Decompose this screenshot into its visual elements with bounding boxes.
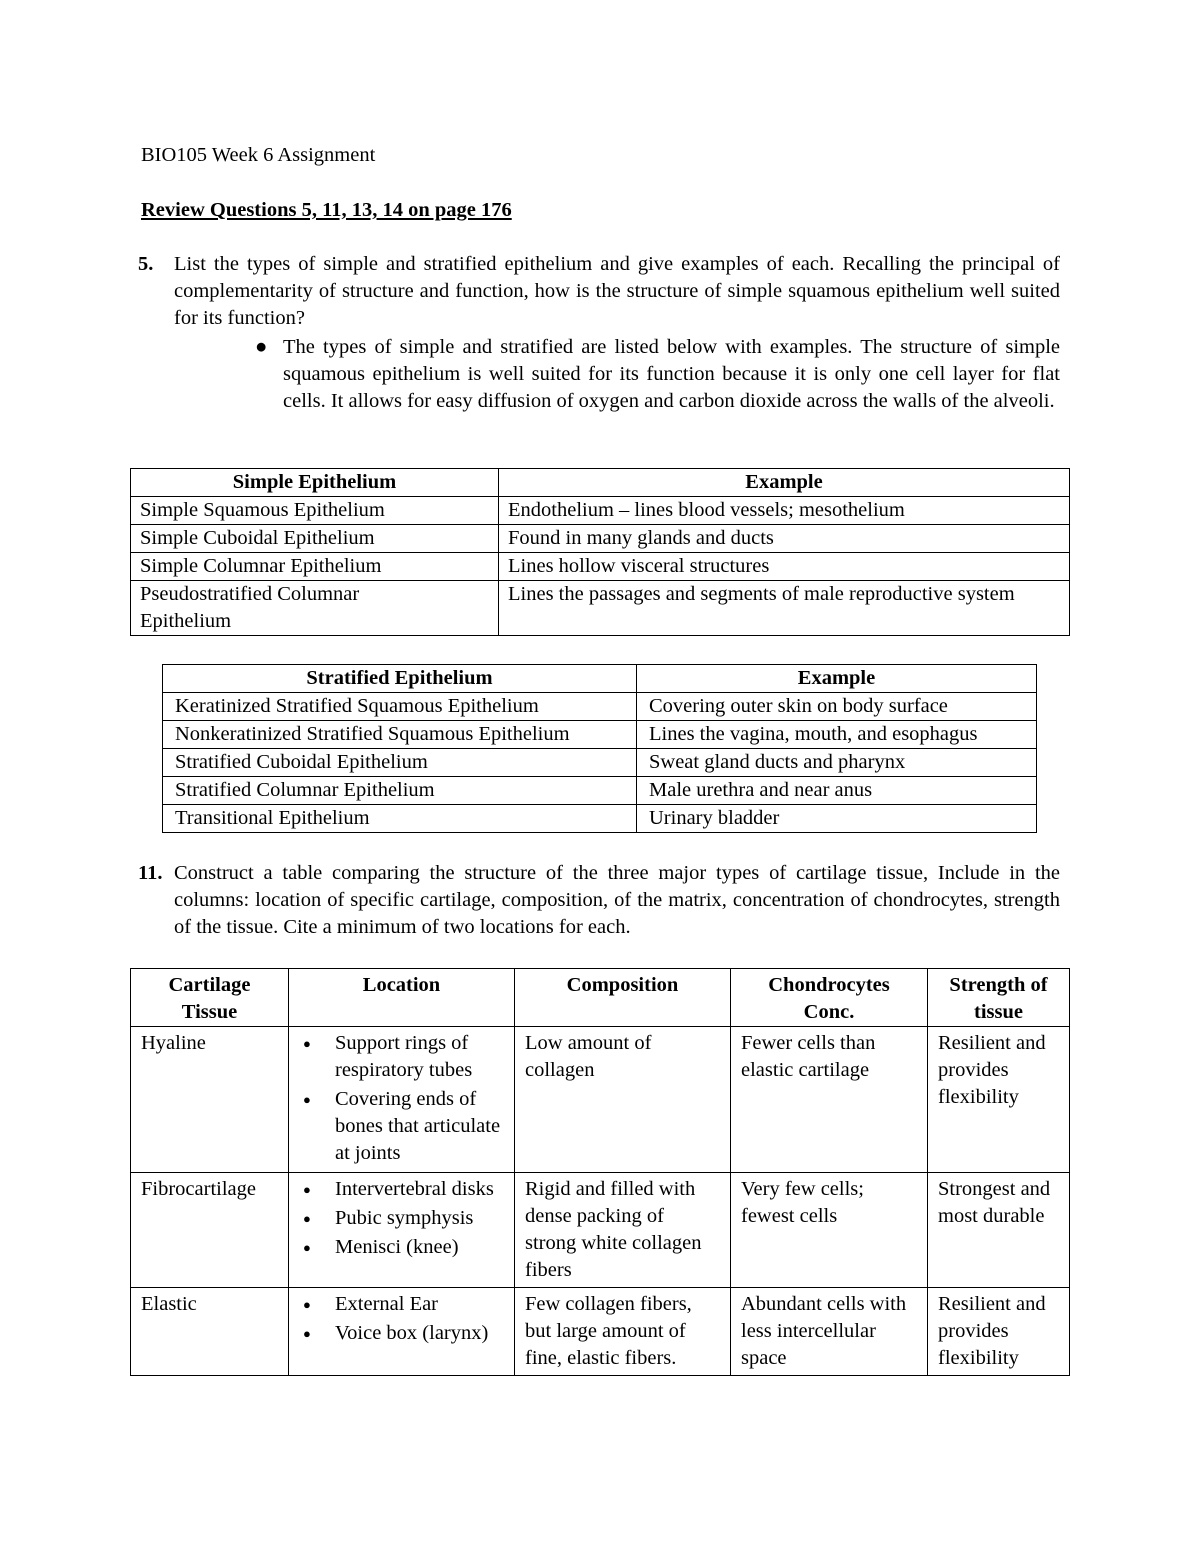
table-cell: Covering outer skin on body surface (637, 693, 1037, 721)
section-heading: Review Questions 5, 11, 13, 14 on page 176 (141, 199, 512, 221)
question-text: Construct a table comparing the structure of the three major types of cartilage tissue, Include in the columns: location of specific cartilage, composition, of the matrix, concentration of chondrocytes, strength of the tissue. Cite a minimum of two locations for each. (174, 862, 1060, 938)
table-cell: Transitional Epithelium (163, 805, 637, 833)
column-header: Location (289, 969, 515, 1027)
table-row (131, 497, 1070, 525)
location-list (299, 1030, 504, 1167)
table-cell: Stratified Columnar Epithelium (163, 777, 637, 805)
table-row (163, 805, 1037, 833)
table-cell: Lines the passages and segments of male reproductive system (499, 581, 1070, 636)
table-row (163, 693, 1037, 721)
question-number: 11. (138, 862, 163, 884)
column-header: Example (637, 665, 1037, 693)
table-cell: Simple Columnar Epithelium (131, 553, 499, 581)
list-item: ● Intervertebral disks (299, 1176, 504, 1203)
strength-cell: Resilient and provides flexibility (928, 1027, 1070, 1173)
location-cell (289, 1173, 515, 1288)
table-cell: Endothelium – lines blood vessels; mesothelium (499, 497, 1070, 525)
cartilage-table (130, 968, 1070, 1376)
composition-cell: Few collagen fibers, but large amount of fine, elastic fibers. (515, 1288, 731, 1376)
table-row (131, 553, 1070, 581)
table-row (163, 777, 1037, 805)
question-11 (138, 860, 1060, 941)
table-cell: Lines the vagina, mouth, and esophagus (637, 721, 1037, 749)
strength-cell: Resilient and provides flexibility (928, 1288, 1070, 1376)
table-cell: Found in many glands and ducts (499, 525, 1070, 553)
list-item: ● Voice box (larynx) (299, 1320, 504, 1347)
table-cell: Male urethra and near anus (637, 777, 1037, 805)
question-5 (138, 251, 1060, 332)
location-cell (289, 1288, 515, 1376)
question-number: 5. (138, 253, 154, 275)
location-list (299, 1291, 504, 1347)
table-cell: Simple Cuboidal Epithelium (131, 525, 499, 553)
table-header-row (163, 665, 1037, 693)
simple-epithelium-table (130, 468, 1070, 636)
tissue-cell: Elastic (131, 1288, 289, 1376)
page-title: BIO105 Week 6 Assignment (141, 144, 376, 166)
list-item: ● Support rings of respiratory tubes (299, 1030, 504, 1084)
table-row (131, 1027, 1070, 1173)
chondrocytes-cell: Fewer cells than elastic cartilage (731, 1027, 928, 1173)
location-list (299, 1176, 504, 1261)
table-row (163, 749, 1037, 777)
table-cell: Lines hollow visceral structures (499, 553, 1070, 581)
list-item: ● Pubic symphysis (299, 1205, 504, 1232)
table-cell: Nonkeratinized Stratified Squamous Epithelium (163, 721, 637, 749)
chondrocytes-cell: Abundant cells with less intercellular space (731, 1288, 928, 1376)
table-row (131, 1288, 1070, 1376)
column-header: Strength of tissue (928, 969, 1070, 1027)
table-row (131, 1173, 1070, 1288)
list-item: ● Menisci (knee) (299, 1234, 504, 1261)
table-cell: Simple Squamous Epithelium (131, 497, 499, 525)
table-cell: Pseudostratified Columnar Epithelium (131, 581, 499, 636)
tissue-cell: Fibrocartilage (131, 1173, 289, 1288)
column-header: Simple Epithelium (131, 469, 499, 497)
bullet-icon: ● (255, 336, 268, 358)
chondrocytes-cell: Very few cells; fewest cells (731, 1173, 928, 1288)
column-header: Composition (515, 969, 731, 1027)
table-row (131, 581, 1070, 636)
answer-5 (255, 334, 1060, 415)
location-cell (289, 1027, 515, 1173)
table-cell: Keratinized Stratified Squamous Epithelium (163, 693, 637, 721)
answer-text: The types of simple and stratified are listed below with examples. The structure of simple squamous epithelium is well suited for its function because it is only one cell layer for flat cells. It allows for easy diffusion of oxygen and carbon dioxide across the walls of the alveoli. (283, 336, 1060, 412)
strength-cell: Strongest and most durable (928, 1173, 1070, 1288)
table-header-row (131, 469, 1070, 497)
column-header: Chondrocytes Conc. (731, 969, 928, 1027)
list-item: ● Covering ends of bones that articulate at joints (299, 1086, 504, 1167)
table-cell: Sweat gland ducts and pharynx (637, 749, 1037, 777)
column-header: Stratified Epithelium (163, 665, 637, 693)
list-item: ● External Ear (299, 1291, 504, 1318)
tissue-cell: Hyaline (131, 1027, 289, 1173)
column-header: Example (499, 469, 1070, 497)
table-header-row (131, 969, 1070, 1027)
table-row (163, 721, 1037, 749)
composition-cell: Rigid and filled with dense packing of strong white collagen fibers (515, 1173, 731, 1288)
table-row (131, 525, 1070, 553)
question-text: List the types of simple and stratified epithelium and give examples of each. Recalling the principal of complementarity of structure and function, how is the structure of simple squamous epithelium well suited for its function? (174, 253, 1060, 329)
column-header: Cartilage Tissue (131, 969, 289, 1027)
table-cell: Urinary bladder (637, 805, 1037, 833)
table-cell: Stratified Cuboidal Epithelium (163, 749, 637, 777)
composition-cell: Low amount of collagen (515, 1027, 731, 1173)
stratified-epithelium-table (162, 664, 1037, 833)
